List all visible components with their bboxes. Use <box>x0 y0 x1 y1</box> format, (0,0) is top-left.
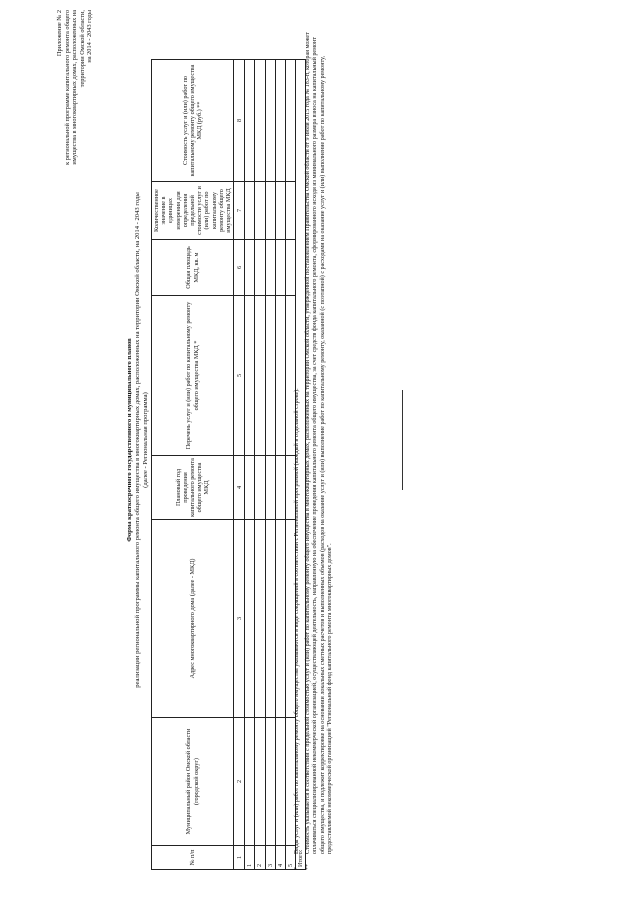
table-cell <box>275 296 285 456</box>
appendix-line: имущества в многоквартирных домах, расположенных на <box>71 10 79 165</box>
column-number: 7 <box>234 182 245 240</box>
footnote <box>305 30 335 870</box>
column-header: № п/п <box>152 846 234 870</box>
column-number-row <box>234 60 245 870</box>
column-number: 3 <box>234 520 245 718</box>
table-cell: 2 <box>255 846 265 870</box>
column-number: 2 <box>234 718 245 846</box>
table-cell <box>255 296 265 456</box>
appendix-line: территории Омской области, <box>78 10 86 88</box>
table-cell <box>245 520 255 718</box>
footnote-text: Стоимость указывается в соответствии с предельной стоимостью услуг и (или) работ по капитальному ремонту общего имущества в многоквартирных домах, расположенных на территории Омской области, утвержденной постановлением Правительства Омской области от 9 июля 2015 года № 183-п, которая может оплачиваться специализированной некоммерческой организацией, осуществляющей деятельность, направленную на обеспечение проведения капитального ремонта общего имущества, за счет средств фонда капитального ремонта, сформированного исходя из минимального размера взноса на капитальный ремонт общего имущества, и подлежит корректировке на основании локальных сметных расчетов и выполненных объемов (расходов на оказание услуг и (или) выполнение работ по капитальному ремонту, оказанной (с поэтапной) с расходами на оказание услуг и (или) выполнение работ по капитальному ремонту, предоставляемой некоммерческой организацией "Региональный фонд капитального ремонта многоквартирных домов". <box>304 32 334 854</box>
table-cell <box>245 456 255 520</box>
table-row <box>275 60 285 870</box>
column-number: 4 <box>234 456 245 520</box>
table-cell <box>265 520 275 718</box>
column-header: Перечень услуг и (или) работ по капитальному ремонту общего имущества МКД * <box>152 296 234 456</box>
table-cell: 3 <box>265 846 275 870</box>
table-cell <box>275 60 285 182</box>
footnote-mark: * <box>294 866 300 870</box>
table-cell <box>275 182 285 240</box>
table-cell <box>255 718 265 846</box>
table-row <box>265 60 275 870</box>
table-cell: 4 <box>275 846 285 870</box>
table-row <box>255 60 265 870</box>
table-cell <box>275 520 285 718</box>
table-cell: 1 <box>245 846 255 870</box>
table-cell <box>275 718 285 846</box>
table-cell <box>255 60 265 182</box>
table-header-row <box>152 60 234 870</box>
appendix-header <box>56 10 94 390</box>
table-cell <box>245 718 255 846</box>
table-cell <box>245 60 255 182</box>
appendix-line: к региональной программе капитального ремонта общего <box>63 10 71 165</box>
column-number: 6 <box>234 240 245 296</box>
appendix-line: Приложение № 2 <box>56 10 63 57</box>
form-title-line: Форма краткосрочного государственного и муниципального планов <box>126 338 133 542</box>
table-cell <box>265 60 275 182</box>
table-cell <box>275 240 285 296</box>
footnote <box>294 30 302 870</box>
table-row <box>245 60 255 870</box>
column-number: 8 <box>234 60 245 182</box>
column-header: Плановый год проведения капитального ремонта общего имущества МКД <box>152 456 234 520</box>
column-header: Количественное значение в единицах измерения для определения предельной стоимости услуг и (или) работ по капитальному ремонту общего имущества МКД <box>152 182 234 240</box>
separator-line <box>402 390 403 490</box>
column-header: Муниципальный район Омской области (городской округ) <box>152 718 234 846</box>
table-cell <box>265 240 275 296</box>
column-number: 5 <box>234 296 245 456</box>
table-cell <box>265 296 275 456</box>
rotated-document-sheet <box>56 10 416 870</box>
table-cell <box>255 456 265 520</box>
column-header: Стоимость услуг и (или) работ по капитальному ремонту общего имущества МКД (руб.) ** <box>152 60 234 182</box>
plan-table <box>151 59 306 870</box>
table-cell <box>255 182 265 240</box>
form-title-line: реализации региональной программы капитального ремонта общего имущества в многоквартирных домах, расположенных на территории Омской области, на 2014 - 2043 годы <box>134 192 142 688</box>
form-title <box>126 160 151 720</box>
table-cell <box>265 182 275 240</box>
table-cell <box>245 296 255 456</box>
table-cell: 5 <box>286 846 296 870</box>
table-cell <box>245 240 255 296</box>
table-cell <box>275 456 285 520</box>
column-header: Общая площадь МКД, кв. м <box>152 240 234 296</box>
table-cell <box>265 718 275 846</box>
total-label: Итого: <box>296 60 306 870</box>
form-title-line: (далее - Региональная программа) <box>142 392 150 488</box>
footnote-mark: ** <box>304 863 311 870</box>
table-cell <box>245 182 255 240</box>
table-cell <box>255 520 265 718</box>
table-cell <box>265 456 275 520</box>
footnote-text: Виды услуг и (или) работ по капитальному ремонту общего имущества указываются в виде сокращений в соответствии с Региональной программой (каждый в отдельной строке). <box>294 388 300 854</box>
column-number: 1 <box>234 846 245 870</box>
column-header: Адрес многоквартирного дома (далее - МКД) <box>152 520 234 718</box>
appendix-line: на 2014 - 2043 годы <box>86 10 94 63</box>
table-cell <box>255 240 265 296</box>
footnotes <box>294 30 338 870</box>
